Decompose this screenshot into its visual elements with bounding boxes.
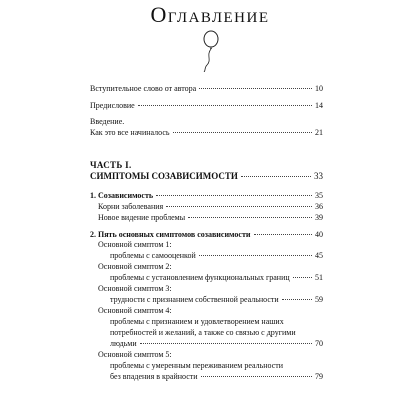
- balloon-icon: [196, 30, 222, 72]
- symptom-5-heading: Основной симптом 5:: [98, 350, 172, 359]
- toc-entry-roots[interactable]: Корни заболевания 36: [98, 202, 323, 211]
- symptom-2-heading: Основной симптом 2:: [98, 262, 172, 271]
- symptom-4-heading: Основной симптом 4:: [98, 306, 172, 315]
- toc-entry-intro-word[interactable]: Вступительное слово от автора 10: [90, 84, 323, 93]
- toc-entry-symptom-5[interactable]: без впадения в крайности 79: [110, 372, 323, 381]
- part-label: ЧАСТЬ I.: [90, 160, 132, 170]
- toc-entry-new-vision[interactable]: Новое видение проблемы 39: [98, 213, 323, 222]
- toc-entry-how-it-began[interactable]: Как это все начиналось 21: [90, 128, 323, 137]
- symptom-4-line-1: проблемы с признанием и удовлетворением наших: [110, 317, 284, 326]
- toc-entry-chapter-2[interactable]: 2. Пять основных симптомов созависимости 40: [90, 230, 323, 239]
- symptom-5-line-1: проблемы с умеренным переживанием реальности: [110, 361, 284, 370]
- toc-entry-symptom-3[interactable]: трудности с признанием собственной реальности 59: [110, 295, 323, 304]
- toc-entry-symptom-4[interactable]: людьми 70: [110, 339, 323, 348]
- symptom-1-heading: Основной симптом 1:: [98, 240, 172, 249]
- toc-entry-chapter-1[interactable]: 1. Созависимость 35: [90, 191, 323, 200]
- toc-entry-introduction[interactable]: Введение.: [90, 117, 125, 126]
- toc-entry-preface[interactable]: Предисловие 14: [90, 101, 323, 110]
- symptom-4-line-2: потребностей и желаний, а также со связью с другими: [110, 328, 296, 337]
- symptom-3-heading: Основной симптом 3:: [98, 284, 172, 293]
- toc-entry-part-1[interactable]: СИМПТОМЫ СОЗАВИСИМОСТИ 33: [90, 171, 323, 181]
- page-title: Оглавление: [150, 2, 270, 27]
- toc-entry-symptom-2[interactable]: проблемы с установлением функциональных границ 51: [110, 273, 323, 282]
- toc-entry-symptom-1[interactable]: проблемы с самооценкой 45: [110, 251, 323, 260]
